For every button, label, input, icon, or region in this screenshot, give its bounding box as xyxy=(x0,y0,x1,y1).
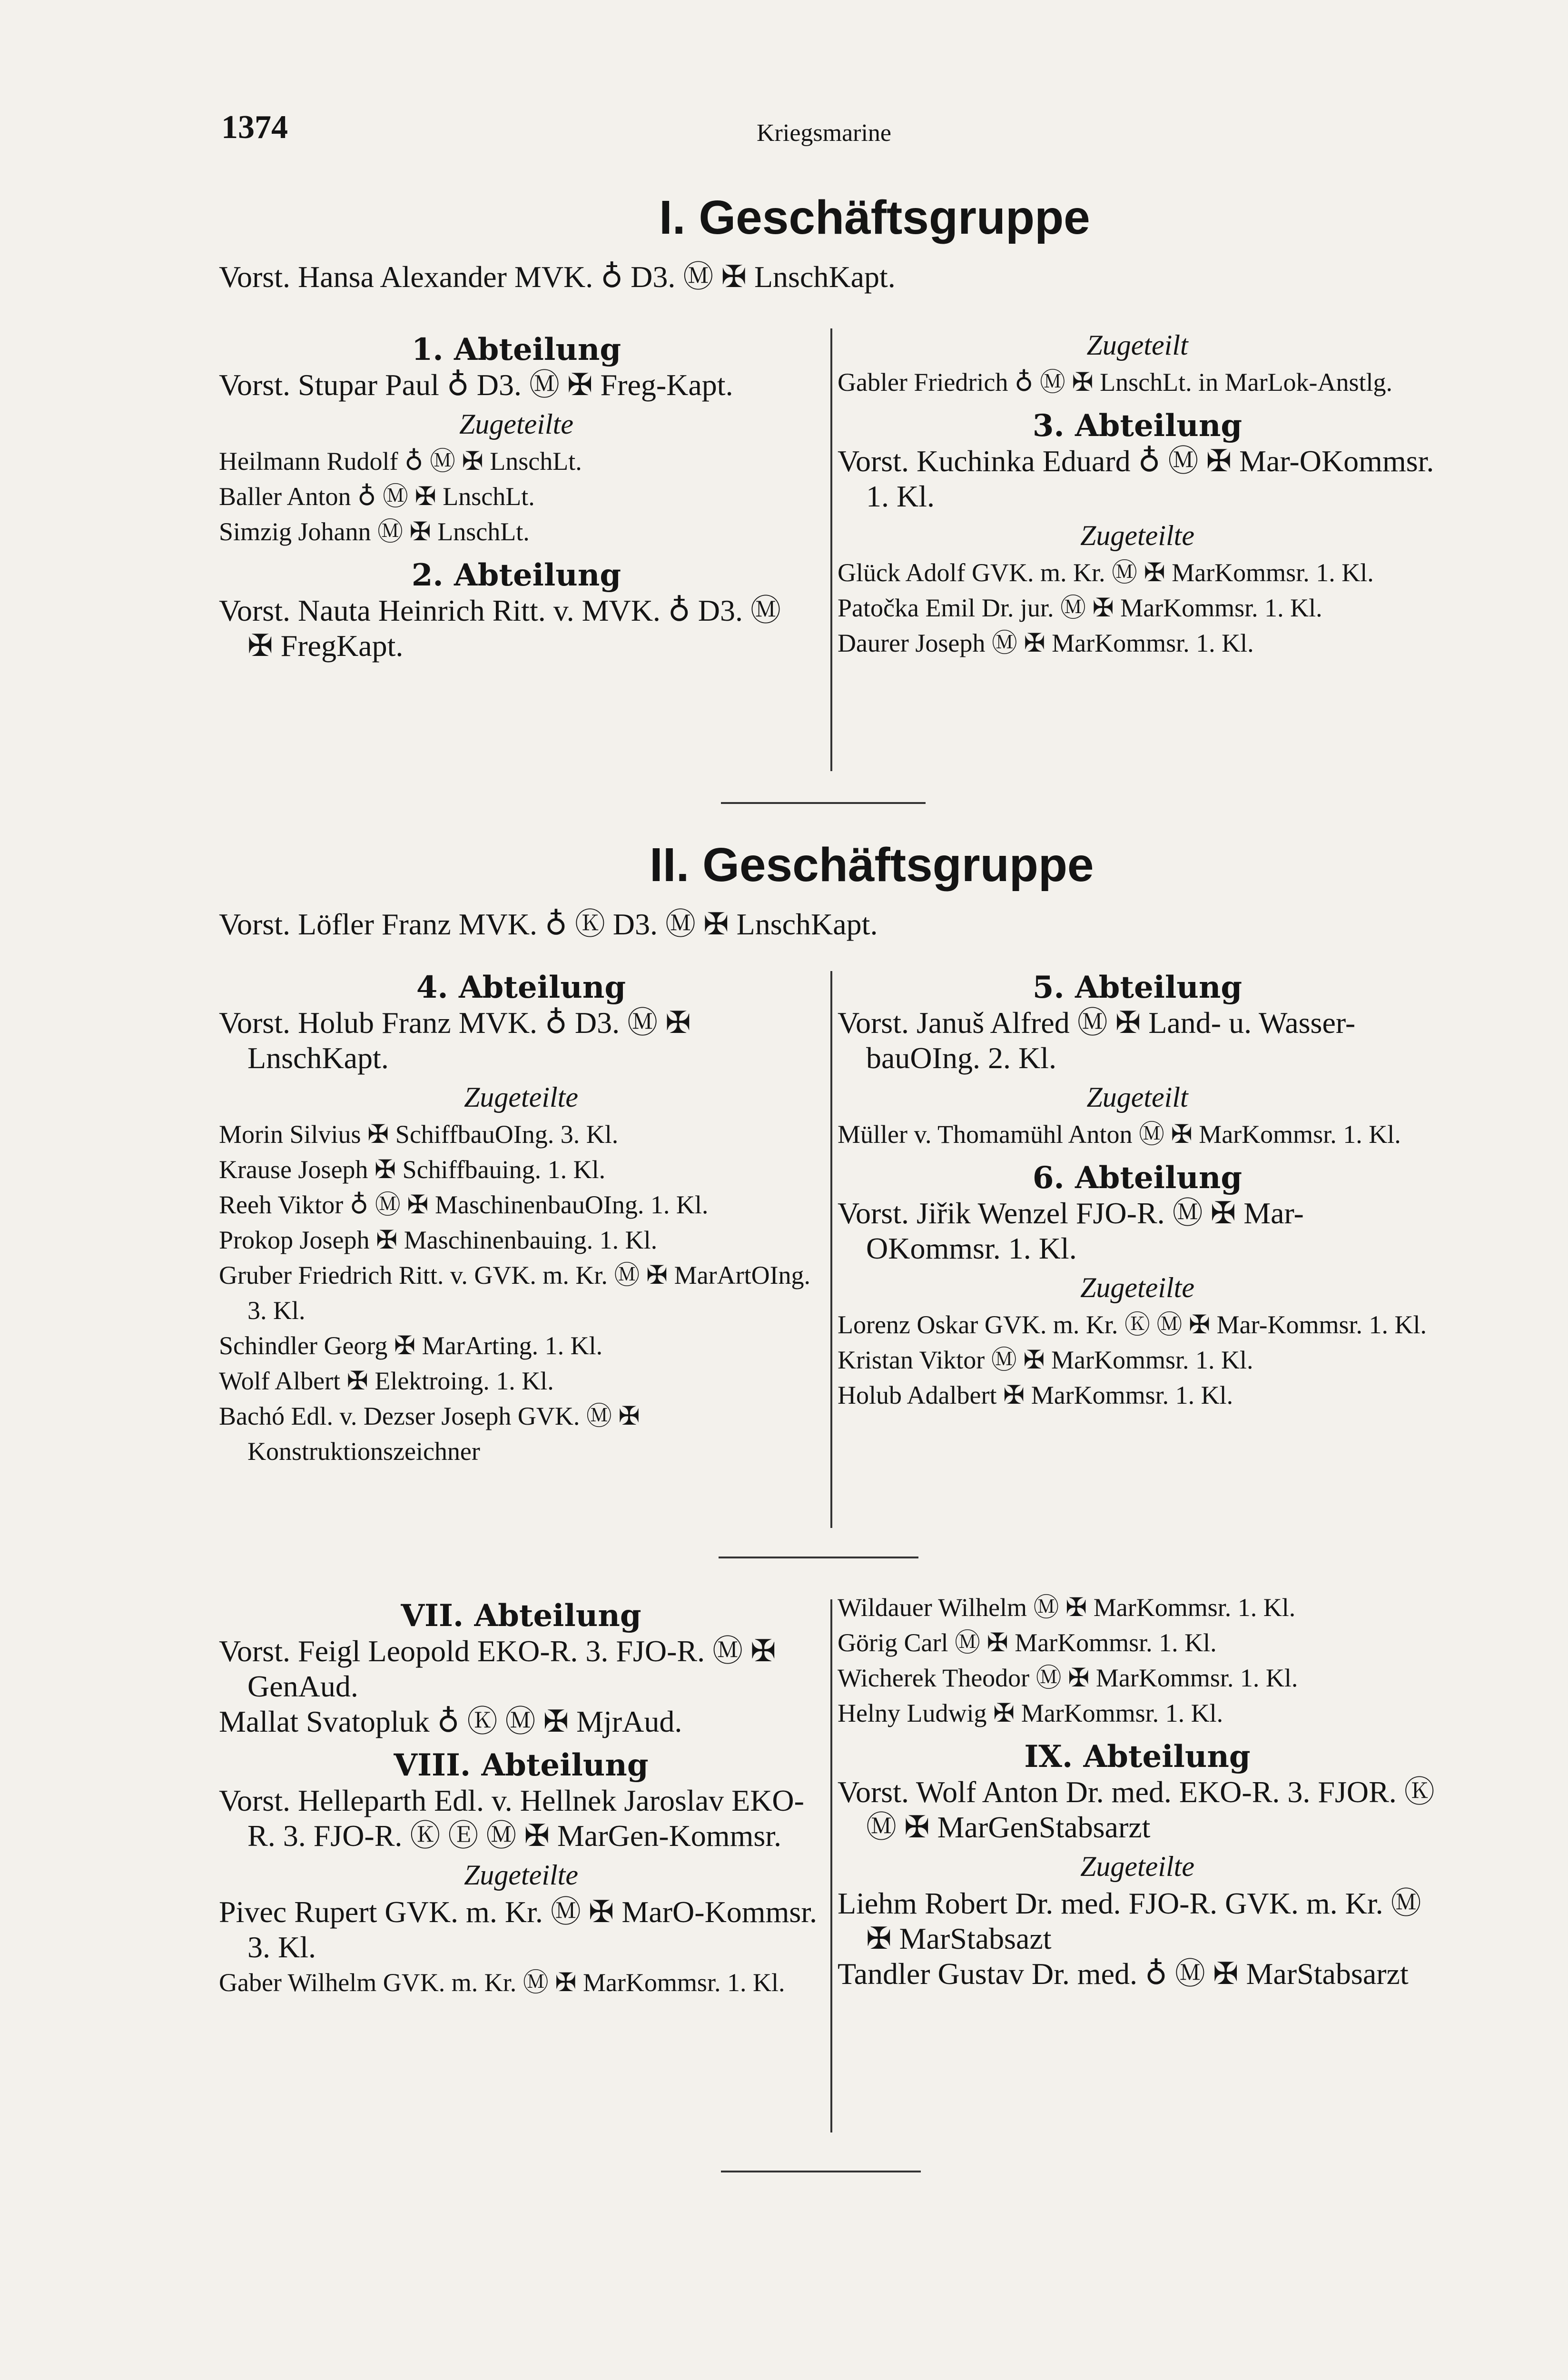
group-1-right-column xyxy=(838,324,1437,661)
column-divider xyxy=(830,328,832,771)
entry: Gruber Friedrich Ritt. v. GVK. m. Kr. Ⓜ ✠ MarArtOIng. 3. Kl. xyxy=(219,1261,811,1325)
subheading: Zugeteilte xyxy=(464,1081,578,1113)
subheading: Zugeteilt xyxy=(1086,329,1188,361)
entry: Prokop Joseph ✠ Maschinenbauing. 1. Kl. xyxy=(219,1226,658,1254)
entry: Tandler Gustav Dr. med. ♁ Ⓜ ✠ MarStabsarzt xyxy=(838,1957,1409,1991)
entry: Patočka Emil Dr. jur. Ⓜ ✠ MarKommsr. 1. Kl. xyxy=(838,594,1322,622)
subheading: Zugeteilte xyxy=(459,408,573,440)
subheading: Zugeteilte xyxy=(464,1859,578,1891)
group-2-vorst: Vorst. Löfler Franz MVK. ♁ Ⓚ D3. Ⓜ ✠ LnschKapt. xyxy=(219,907,878,941)
entry: Gaber Wilhelm GVK. m. Kr. Ⓜ ✠ MarKommsr. 1. Kl. xyxy=(219,1968,785,1997)
entry: Mallat Svatopluk ♁ Ⓚ Ⓜ ✠ MjrAud. xyxy=(219,1705,682,1738)
entry: Vorst. Feigl Leopold EKO-R. 3. FJO-R. Ⓜ ✠ GenAud. xyxy=(219,1634,776,1703)
page-number: 1374 xyxy=(221,109,288,146)
section-divider xyxy=(721,2171,921,2172)
group-2-title: II. Geschäftsgruppe xyxy=(650,838,1094,892)
subheading: Zugeteilte xyxy=(1080,520,1194,551)
section-heading: 5. Abteilung xyxy=(1032,970,1243,1005)
entry: Heilmann Rudolf ♁ Ⓜ ✠ LnschLt. xyxy=(219,447,582,476)
entry: Simzig Johann Ⓜ ✠ LnschLt. xyxy=(219,517,530,546)
entry: Vorst. Kuchinka Eduard ♁ Ⓜ ✠ Mar-OKommsr. 1. Kl. xyxy=(838,444,1434,513)
entry: Wildauer Wilhelm Ⓜ ✠ MarKommsr. 1. Kl. xyxy=(838,1593,1296,1622)
entry: Morin Silvius ✠ SchiffbauOIng. 3. Kl. xyxy=(219,1120,619,1149)
section-heading: IX. Abteilung xyxy=(1024,1739,1251,1775)
group-3-right-column xyxy=(838,1590,1437,1992)
entry: Wicherek Theodor Ⓜ ✠ MarKommsr. 1. Kl. xyxy=(838,1664,1298,1692)
entry: Glück Adolf GVK. m. Kr. Ⓜ ✠ MarKommsr. 1. Kl. xyxy=(838,558,1374,587)
subheading: Zugeteilt xyxy=(1086,1081,1188,1113)
entry: Holub Adalbert ✠ MarKommsr. 1. Kl. xyxy=(838,1381,1233,1409)
section-heading: 6. Abteilung xyxy=(1032,1160,1243,1196)
section-heading: VIII. Abteilung xyxy=(394,1747,649,1783)
entry: Vorst. Wolf Anton Dr. med. EKO-R. 3. FJOR. Ⓚ Ⓜ ✠ MarGenStabsarzt xyxy=(838,1775,1435,1844)
entry: Krause Joseph ✠ Schiffbauing. 1. Kl. xyxy=(219,1155,606,1184)
section-heading: 2. Abteilung xyxy=(411,557,621,593)
entry: Vorst. Jiřik Wenzel FJO-R. Ⓜ ✠ Mar-OKommsr. 1. Kl. xyxy=(838,1196,1304,1265)
entry: Vorst. Stupar Paul ♁ D3. Ⓜ ✠ Freg-Kapt. xyxy=(219,368,733,402)
entry: Liehm Robert Dr. med. FJO-R. GVK. m. Kr. Ⓜ ✠ MarStabsazt xyxy=(838,1886,1421,1955)
entry: Reeh Viktor ♁ Ⓜ ✠ MaschinenbauOIng. 1. Kl. xyxy=(219,1190,709,1219)
entry: Gabler Friedrich ♁ Ⓜ ✠ LnschLt. in MarLok-Anstlg. xyxy=(838,368,1393,397)
entry: Vorst. Holub Franz MVK. ♁ D3. Ⓜ ✠ LnschKapt. xyxy=(219,1006,691,1075)
entry: Lorenz Oskar GVK. m. Kr. Ⓚ Ⓜ ✠ Mar-Kommsr. 1. Kl. xyxy=(838,1310,1427,1339)
entry: Bachó Edl. v. Dezser Joseph GVK. Ⓜ ✠ Konstruktionszeichner xyxy=(219,1402,640,1466)
entry: Müller v. Thomamühl Anton Ⓜ ✠ MarKommsr. 1. Kl. xyxy=(838,1120,1401,1149)
section-heading: 4. Abteilung xyxy=(416,970,626,1005)
entry: Görig Carl Ⓜ ✠ MarKommsr. 1. Kl. xyxy=(838,1628,1217,1657)
entry: Vorst. Nauta Heinrich Ritt. v. MVK. ♁ D3. Ⓜ ✠ FregKapt. xyxy=(219,594,781,663)
entry: Vorst. Januš Alfred Ⓜ ✠ Land- u. Wasser-bauOIng. 2. Kl. xyxy=(838,1006,1356,1075)
entry: Baller Anton ♁ Ⓜ ✠ LnschLt. xyxy=(219,482,535,511)
group-1-vorst: Vorst. Hansa Alexander MVK. ♁ D3. Ⓜ ✠ LnschKapt. xyxy=(219,260,896,294)
section-heading: 3. Abteilung xyxy=(1032,408,1243,444)
entry: Pivec Rupert GVK. m. Kr. Ⓜ ✠ MarO-Kommsr. 3. Kl. xyxy=(219,1895,818,1964)
entry: Kristan Viktor Ⓜ ✠ MarKommsr. 1. Kl. xyxy=(838,1346,1253,1374)
group-3-left-column xyxy=(219,1590,823,2000)
group-1-title: I. Geschäftsgruppe xyxy=(659,191,1090,244)
group-1-left-column xyxy=(219,324,814,664)
entry: Wolf Albert ✠ Elektroing. 1. Kl. xyxy=(219,1367,554,1395)
section-heading: 1. Abteilung xyxy=(411,332,621,367)
entry: Vorst. Helleparth Edl. v. Hellnek Jaroslav EKO-R. 3. FJO-R. Ⓚ Ⓔ Ⓜ ✠ MarGen-Kommsr. xyxy=(219,1784,804,1853)
group-2-left-column xyxy=(219,962,823,1469)
entry: Daurer Joseph Ⓜ ✠ MarKommsr. 1. Kl. xyxy=(838,629,1254,657)
group-2-right-column xyxy=(838,962,1437,1413)
section-divider xyxy=(721,802,926,804)
column-divider xyxy=(830,971,832,1528)
section-divider xyxy=(719,1557,918,1558)
running-head: Kriegsmarine xyxy=(757,119,892,147)
subheading: Zugeteilte xyxy=(1080,1851,1194,1882)
subheading: Zugeteilte xyxy=(1080,1272,1194,1303)
column-divider xyxy=(830,1599,832,2132)
entry: Schindler Georg ✠ MarArting. 1. Kl. xyxy=(219,1331,603,1360)
section-heading: VII. Abteilung xyxy=(401,1598,641,1634)
entry: Helny Ludwig ✠ MarKommsr. 1. Kl. xyxy=(838,1699,1223,1727)
